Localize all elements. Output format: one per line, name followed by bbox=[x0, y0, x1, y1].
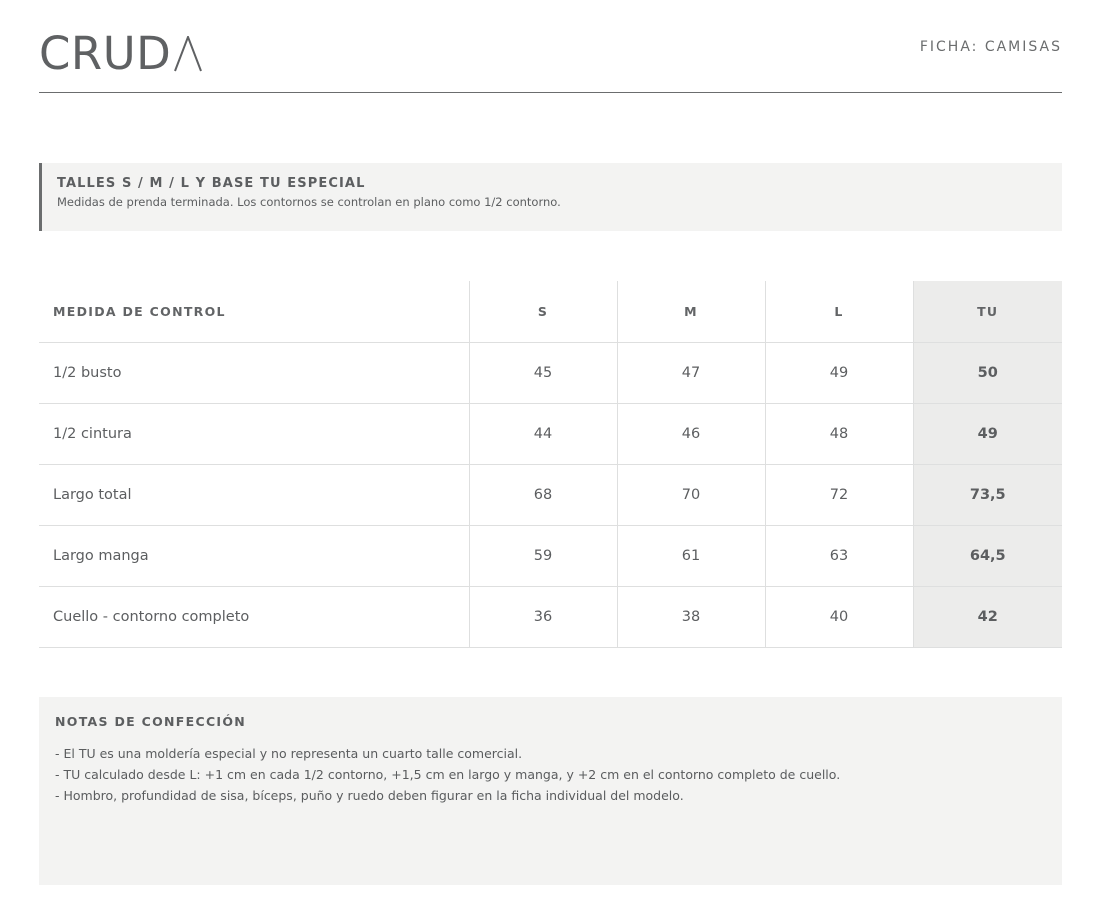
row-label: Cuello - contorno completo bbox=[39, 586, 469, 647]
table-row bbox=[39, 525, 1062, 586]
cell-size-s: 44 bbox=[469, 403, 617, 464]
intro-subtitle: Medidas de prenda terminada. Los contornos se controlan en plano como 1/2 contorno. bbox=[57, 195, 561, 209]
row-label: 1/2 cintura bbox=[39, 403, 469, 464]
header-size-tu: TU bbox=[913, 281, 1062, 342]
brand-wordmark: CRUD bbox=[39, 27, 172, 80]
cell-size-s: 45 bbox=[469, 342, 617, 403]
list-item: - Hombro, profundidad de sisa, bíceps, puño y ruedo deben figurar en la ficha individual del modelo. bbox=[55, 788, 684, 803]
cell-size-s: 59 bbox=[469, 525, 617, 586]
header-size-l: L bbox=[765, 281, 913, 342]
header-size-s: S bbox=[469, 281, 617, 342]
table-row bbox=[39, 586, 1062, 647]
cell-size-tu: 50 bbox=[913, 342, 1062, 403]
intro-title: TALLES S / M / L Y BASE TU ESPECIAL bbox=[57, 176, 366, 191]
cell-size-tu: 64,5 bbox=[913, 525, 1062, 586]
brand-logo bbox=[39, 27, 203, 80]
notes-title: NOTAS DE CONFECCIÓN bbox=[55, 714, 247, 729]
cell-size-s: 36 bbox=[469, 586, 617, 647]
cell-size-m: 70 bbox=[617, 464, 765, 525]
cell-size-m: 46 bbox=[617, 403, 765, 464]
row-label: 1/2 busto bbox=[39, 342, 469, 403]
list-item: - TU calculado desde L: +1 cm en cada 1/2 contorno, +1,5 cm en largo y manga, y +2 cm en el contorno completo de cuello. bbox=[55, 767, 841, 782]
size-table bbox=[39, 281, 1062, 648]
table-header-row bbox=[39, 281, 1062, 342]
intro-box bbox=[39, 163, 1062, 231]
header-size-m: M bbox=[617, 281, 765, 342]
row-label: Largo total bbox=[39, 464, 469, 525]
cell-size-s: 68 bbox=[469, 464, 617, 525]
page-header bbox=[39, 0, 1062, 93]
table-row bbox=[39, 342, 1062, 403]
cell-size-tu: 73,5 bbox=[913, 464, 1062, 525]
document-label: FICHA: CAMISAS bbox=[919, 39, 1062, 55]
cell-size-tu: 49 bbox=[913, 403, 1062, 464]
caret-up-icon bbox=[173, 36, 203, 72]
row-label: Largo manga bbox=[39, 525, 469, 586]
notes-list bbox=[55, 743, 840, 806]
cell-size-m: 38 bbox=[617, 586, 765, 647]
table-row bbox=[39, 464, 1062, 525]
cell-size-l: 49 bbox=[765, 342, 913, 403]
list-item: - El TU es una moldería especial y no representa un cuarto talle comercial. bbox=[55, 746, 523, 761]
cell-size-l: 48 bbox=[765, 403, 913, 464]
header-measure: MEDIDA DE CONTROL bbox=[39, 281, 469, 342]
cell-size-m: 47 bbox=[617, 342, 765, 403]
notes-box bbox=[39, 697, 1062, 885]
cell-size-m: 61 bbox=[617, 525, 765, 586]
cell-size-l: 72 bbox=[765, 464, 913, 525]
cell-size-l: 40 bbox=[765, 586, 913, 647]
spec-sheet bbox=[39, 0, 1062, 906]
table-row bbox=[39, 403, 1062, 464]
cell-size-l: 63 bbox=[765, 525, 913, 586]
cell-size-tu: 42 bbox=[913, 586, 1062, 647]
